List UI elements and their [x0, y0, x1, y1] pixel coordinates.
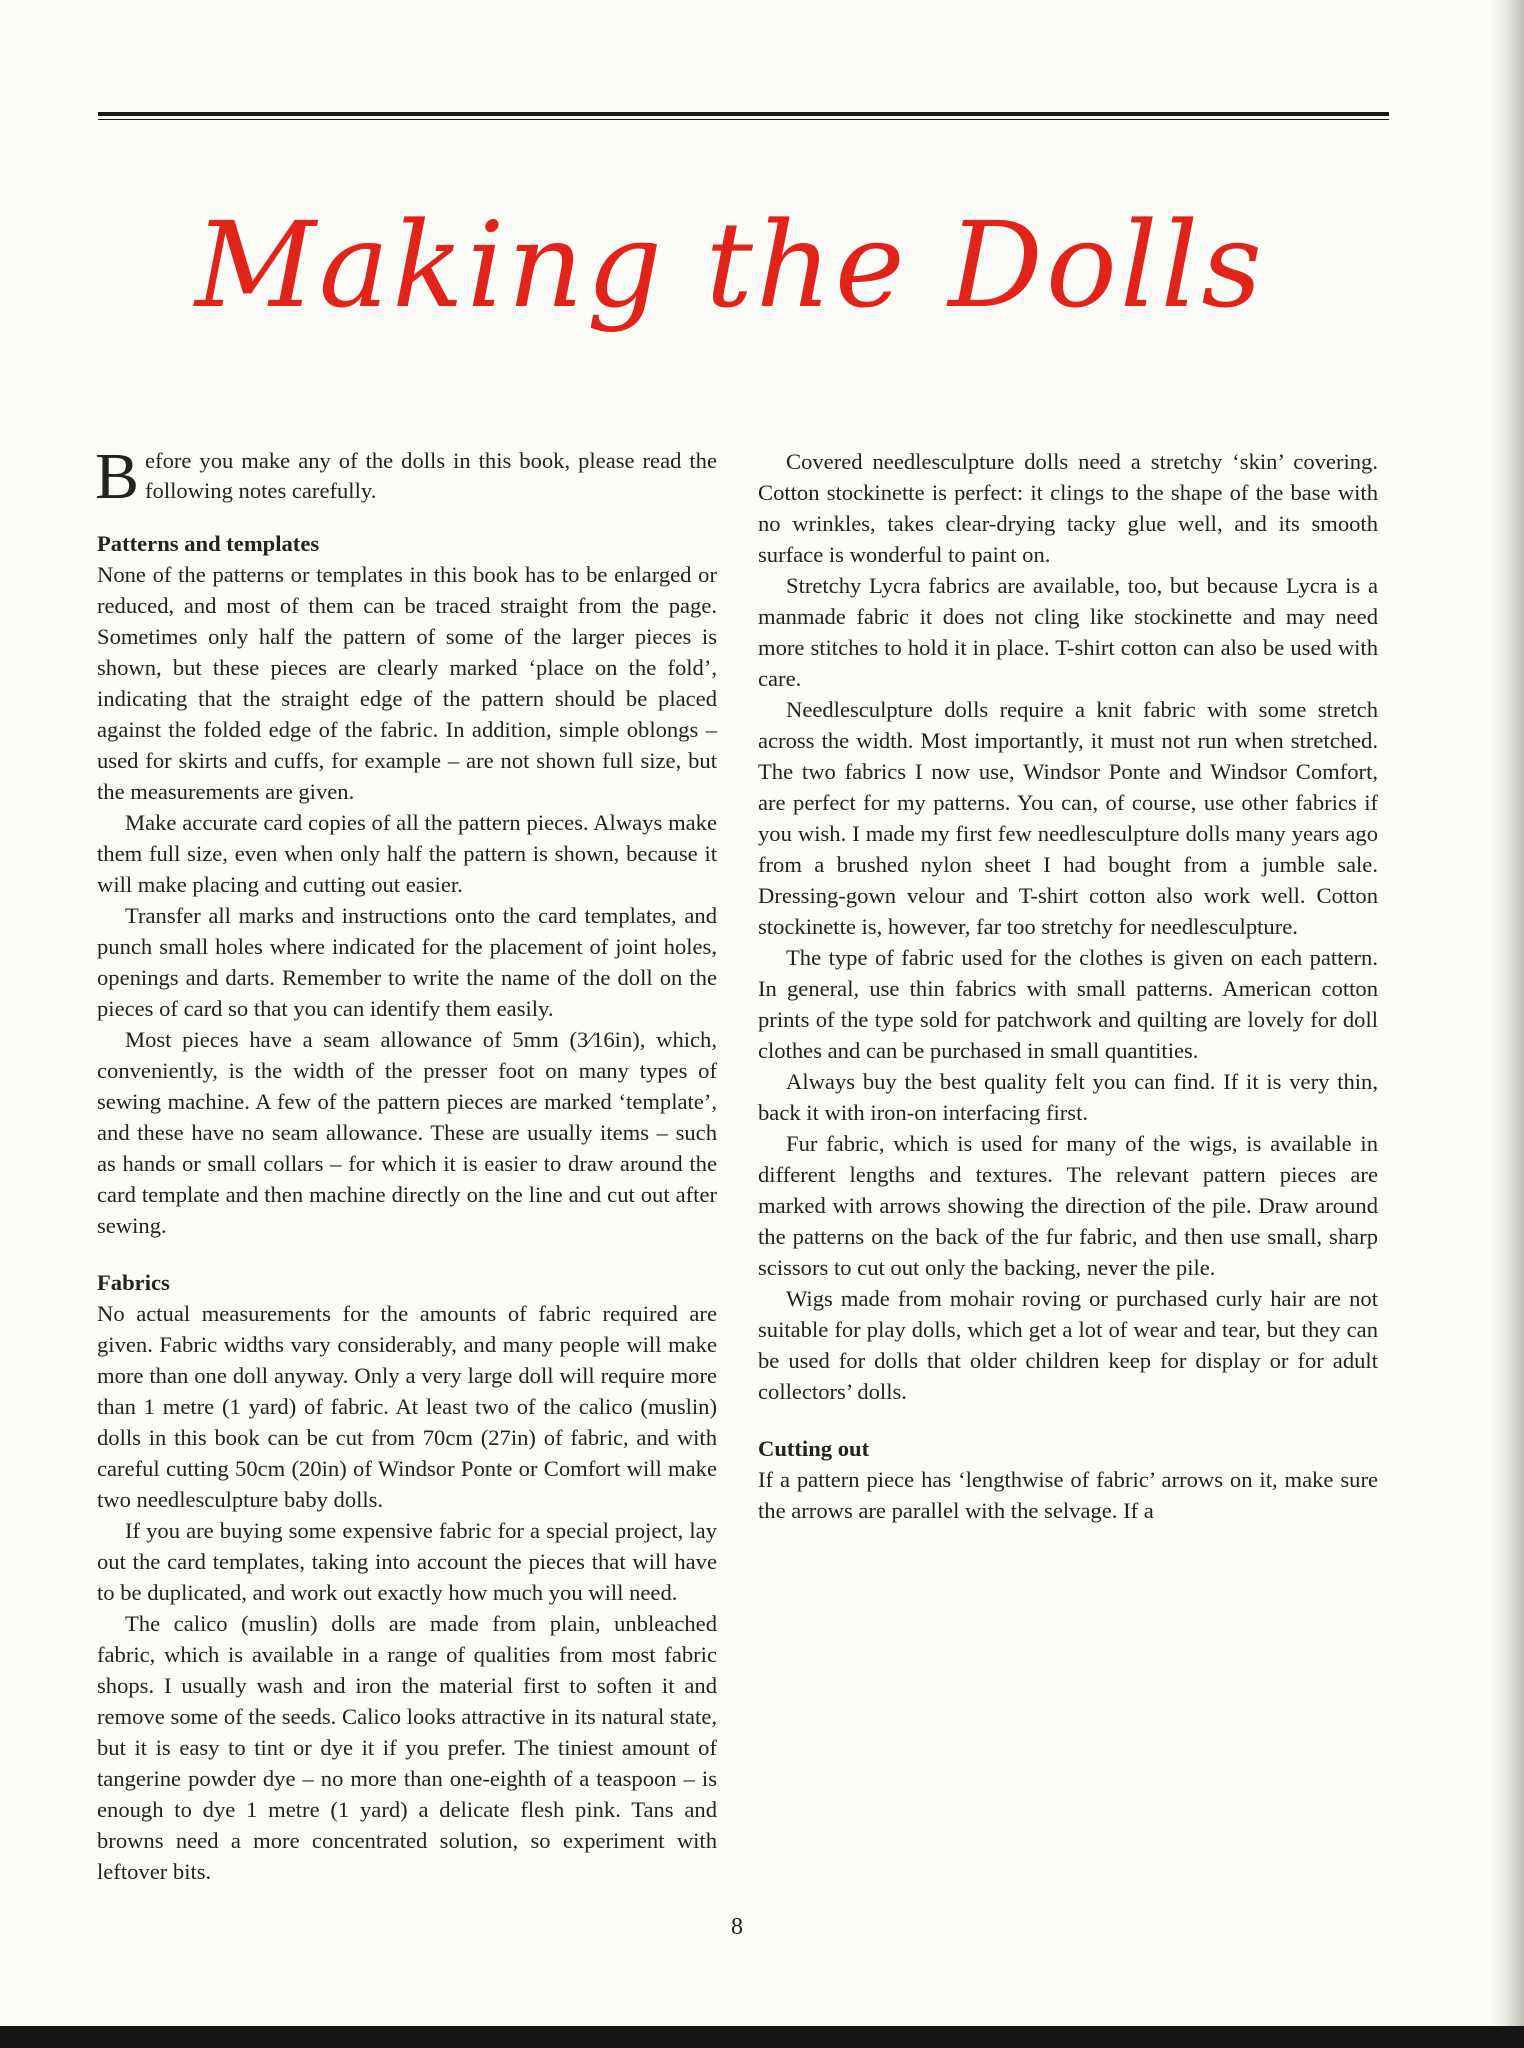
left-column — [95, 440, 717, 1896]
fabrics-paragraph-10: Wigs made from mohair roving or purchased curly hair are not suitable for play dolls, which get a lot of wear and tear, but they can be used for dolls that older children keep for display or for adult collectors’ dolls. — [758, 1286, 1378, 1404]
heading-fabrics: Fabrics — [97, 1270, 170, 1295]
fabrics-paragraph-6: Needlesculpture dolls require a knit fabric with some stretch across the width. Most importantly, it must not run when stretched. The two fabrics I now use, Windsor Ponte and Windsor Comfort, are perfect for my patterns. You can, of course, use other fabrics if you wish. I made my first few needlesculpture dolls many years ago from a brushed nylon sheet I had bought from a jumble sale. Dressing-gown velour and T-shirt cotton also work well. Cotton stockinette is, however, far too stretchy for needlesculpture. — [758, 697, 1378, 939]
page-number: 8 — [731, 1914, 743, 1940]
intro-text: efore you make any of the dolls in this book, please read the following notes carefully. — [145, 448, 717, 503]
page-title: Making the Dolls — [195, 196, 1265, 334]
fabrics-paragraph-9: Fur fabric, which is used for many of the wigs, is available in different lengths and textures. The relevant pattern pieces are marked with arrows showing the direction of the pile. Draw around the patterns on the back of the fur fabric, and then use small, sharp scissors to cut out only the backing, never the pile. — [758, 1131, 1378, 1280]
page-edge-bottom — [0, 2026, 1524, 2048]
fabrics-paragraph-2: If you are buying some expensive fabric for a special project, lay out the card templates, taking into account the pieces that will have to be duplicated, and work out exactly how much you will need. — [97, 1518, 717, 1605]
patterns-paragraph-2: Make accurate card copies of all the pattern pieces. Always make them full size, even when only half the pattern is shown, because it will make placing and cutting out easier. — [97, 810, 717, 897]
fabrics-paragraph-5: Stretchy Lycra fabrics are available, too, but because Lycra is a manmade fabric it does not cling like stockinette and may need more stitches to hold it in place. T-shirt cotton can also be used with care. — [758, 573, 1378, 691]
fabrics-paragraph-4: Covered needlesculpture dolls need a stretchy ‘skin’ covering. Cotton stockinette is perfect: it clings to the shape of the base with no wrinkles, takes clear-drying tacky glue well, and its smooth surface is wonderful to paint on. — [758, 449, 1378, 567]
patterns-paragraph-1: None of the patterns or templates in this book has to be enlarged or reduced, and most of them can be traced straight from the page. Sometimes only half the pattern of some of the larger pieces is shown, but these pieces are clearly marked ‘place on the fold’, indicating that the straight edge of the pattern should be placed against the folded edge of the fabric. In addition, simple oblongs – used for skirts and cuffs, for example – are not shown full size, but the measurements are given. — [97, 562, 717, 804]
heading-patterns: Patterns and templates — [97, 531, 320, 556]
patterns-paragraph-3: Transfer all marks and instructions onto the card templates, and punch small holes where indicated for the placement of joint holes, openings and darts. Remember to write the name of the doll on the pieces of card so that you can identify them easily. — [97, 903, 717, 1021]
patterns-paragraph-4: Most pieces have a seam allowance of 5mm (3⁄16in), which, conveniently, is the width of the presser foot on many types of sewing machine. A few of the pattern pieces are marked ‘template’, and these have no seam allowance. These are usually items – such as hands or small collars – for which it is easier to draw around the card template and then machine directly on the line and cut out after sewing. — [97, 1027, 717, 1238]
heading-cutting-out: Cutting out — [758, 1436, 870, 1461]
fabrics-paragraph-8: Always buy the best quality felt you can find. If it is very thin, back it with iron-on interfacing first. — [758, 1069, 1378, 1125]
intro-paragraph — [95, 440, 717, 513]
fabrics-paragraph-3: The calico (muslin) dolls are made from plain, unbleached fabric, which is available in a range of qualities from most fabric shops. I usually wash and iron the material first to soften it and remove some of the seeds. Calico looks attractive in its natural state, but it is easy to tint or dye it if you prefer. The tiniest amount of tangerine powder dye – no more than one-eighth of a teaspoon – is enough to dye 1 metre (1 yard) a delicate flesh pink. Tans and browns need a more concentrated solution, so experiment with leftover bits. — [97, 1611, 717, 1884]
right-column — [758, 446, 1378, 1896]
drop-cap: B — [95, 440, 140, 513]
fabrics-paragraph-7: The type of fabric used for the clothes is given on each pattern. In general, use thin fabrics with small patterns. American cotton prints of the type sold for patchwork and quilting are lovely for doll clothes and can be purchased in small quantities. — [758, 945, 1378, 1063]
header-rule — [98, 112, 1389, 116]
fabrics-paragraph-1: No actual measurements for the amounts of fabric required are given. Fabric widths vary considerably, and many people will make more than one doll anyway. Only a very large doll will require more than 1 metre (1 yard) of fabric. At least two of the calico (muslin) dolls in this book can be cut from 70cm (27in) of fabric, and with careful cutting 50cm (20in) of Windsor Ponte or Comfort will make two needlesculpture baby dolls. — [97, 1301, 717, 1512]
header-rule-thin — [98, 119, 1389, 120]
cutting-paragraph-1: If a pattern piece has ‘lengthwise of fabric’ arrows on it, make sure the arrows are parallel with the selvage. If a — [758, 1467, 1378, 1523]
page-edge-right — [1490, 0, 1524, 2048]
